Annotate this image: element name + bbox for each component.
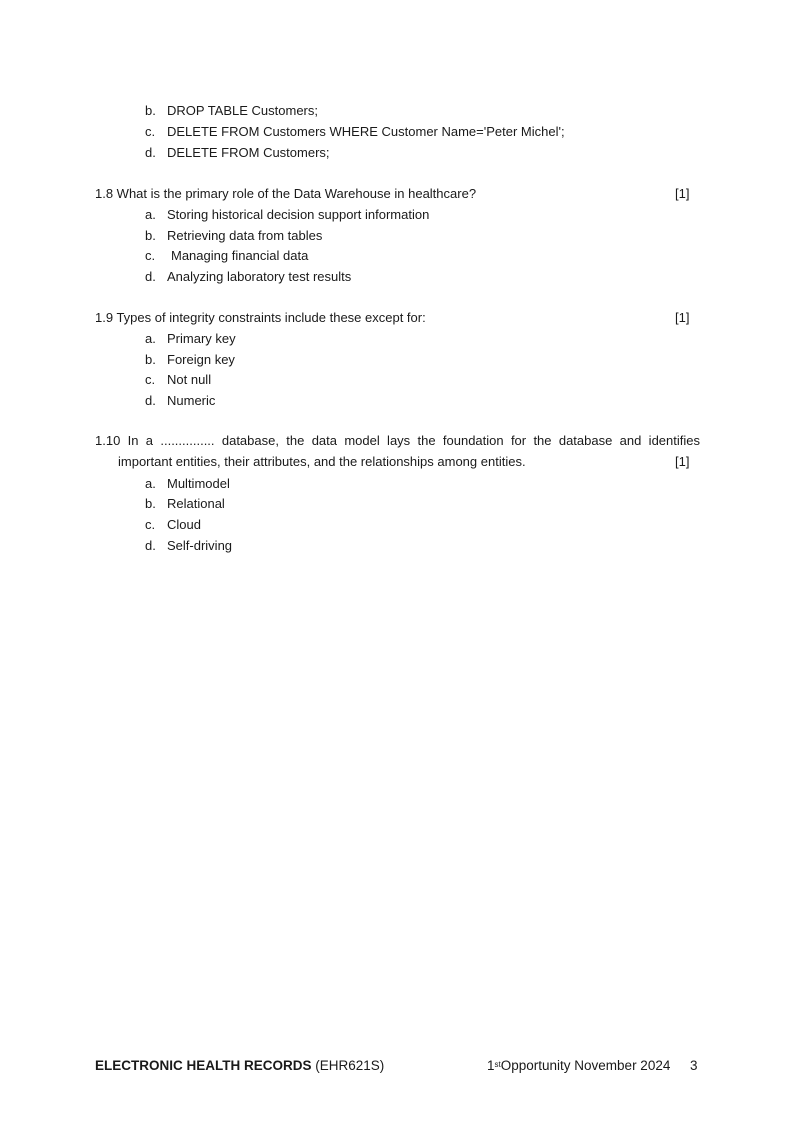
footer-opportunity xyxy=(487,1058,670,1074)
option-text: DELETE FROM Customers WHERE Customer Name='Peter Michel'; xyxy=(167,124,565,139)
question-1-10-line-2: important entities, their attributes, and the relationships among entities. xyxy=(118,454,526,469)
option-text: Numeric xyxy=(167,393,216,408)
option-text: Analyzing laboratory test results xyxy=(167,269,352,284)
option-letter: a. xyxy=(145,207,156,222)
option-text: Self-driving xyxy=(167,538,233,553)
option-letter: b. xyxy=(145,103,156,118)
option-letter: c. xyxy=(145,517,156,532)
question-1-9: 1.9 Types of integrity constraints include these except for: xyxy=(95,310,426,325)
footer-course xyxy=(95,1058,384,1074)
opportunity-text: Opportunity November 2024 xyxy=(500,1058,671,1073)
option-text: Storing historical decision support information xyxy=(167,207,430,222)
option-letter: b. xyxy=(145,352,156,367)
marks-label: [1] xyxy=(675,454,690,469)
option-text: Cloud xyxy=(167,517,201,532)
option-letter: d. xyxy=(145,269,156,284)
option-text: DROP TABLE Customers; xyxy=(167,103,318,118)
opportunity-ordinal: 1 xyxy=(487,1058,495,1073)
marks-label: [1] xyxy=(675,310,690,325)
course-code: (EHR621S) xyxy=(315,1058,385,1073)
option-text: Retrieving data from tables xyxy=(167,228,323,243)
option-letter: b. xyxy=(145,228,156,243)
option-text: Managing financial data xyxy=(171,248,309,263)
opportunity-suffix: st xyxy=(494,1060,501,1069)
option-letter: c. xyxy=(145,372,156,387)
option-letter: b. xyxy=(145,496,156,511)
question-1-8: 1.8 What is the primary role of the Data Warehouse in healthcare? xyxy=(95,186,477,201)
page-number: 3 xyxy=(690,1058,698,1073)
option-text: Foreign key xyxy=(167,352,235,367)
option-letter: d. xyxy=(145,538,156,553)
option-letter: d. xyxy=(145,145,156,160)
option-letter: a. xyxy=(145,476,156,491)
option-letter: c. xyxy=(145,124,156,139)
option-text: Relational xyxy=(167,496,225,511)
option-letter: a. xyxy=(145,331,156,346)
option-text: Not null xyxy=(167,372,212,387)
option-text: Multimodel xyxy=(167,476,230,491)
marks-label: [1] xyxy=(675,186,690,201)
option-text: Primary key xyxy=(167,331,236,346)
option-letter: d. xyxy=(145,393,156,408)
option-letter: c. xyxy=(145,248,156,263)
course-title: ELECTRONIC HEALTH RECORDS xyxy=(95,1058,312,1073)
option-text: DELETE FROM Customers; xyxy=(167,145,330,160)
question-1-10-line-1: 1.10 In a ............... database, the data model lays the foundation for the database and identifies xyxy=(95,433,700,448)
